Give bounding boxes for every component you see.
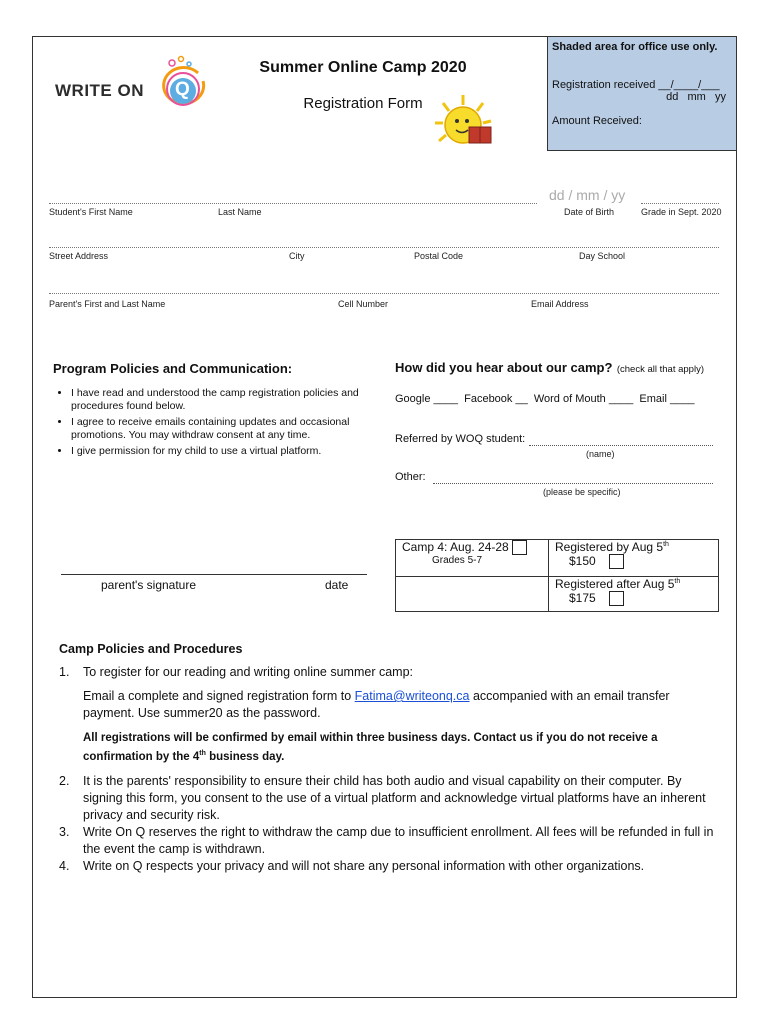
policies-heading: Program Policies and Communication: (53, 361, 293, 376)
label-day-school: Day School (579, 251, 626, 261)
late-price: $175 (569, 591, 596, 605)
label-first-name: Student's First Name (49, 207, 133, 217)
address-line[interactable] (49, 247, 719, 248)
label-last-name: Last Name (218, 207, 262, 217)
early-price: $150 (569, 554, 596, 568)
label-grade: Grade in Sept. 2020 (641, 207, 722, 217)
name-hint: (name) (586, 449, 615, 459)
early-price-cell (549, 540, 719, 577)
late-price-cell (549, 577, 719, 612)
procedure-item-1: To register for our reading and writing online summer camp: (83, 665, 414, 679)
label-dob: Date of Birth (564, 207, 615, 217)
early-checkbox[interactable] (609, 554, 624, 569)
confirm-a: All registrations will be confirmed by email within three business days. Contact us if you do not receive a confirmation by the 4 (83, 732, 658, 763)
camp-cell (396, 540, 549, 577)
hear-note: (check all that apply) (616, 364, 704, 375)
dob-field[interactable]: dd / mm / yy (549, 187, 626, 203)
label-street: Street Address (49, 251, 109, 261)
logo-q: Q (175, 79, 190, 100)
email-post: accompanied with an email transfer payment. Use summer20 as the password. (83, 689, 670, 720)
procedures-section: Camp Policies and Procedures 1. To register for our reading and writing online summer camp: Email a complete and signed registration form to Fatima@writeonq.ca accompanied with an email transfer payment. Use summer20 as the password. All registrations will be confirmed by email within three business days. Contact us if you do not receive a confirmation by the 4th business day. 2. It is the parents' responsibility to ensure their child has both audio and visual capability on their computer. By signing this form, you consent to the use of a virtual platform and acknowledge virtual platforms have an inherent privacy and security risk. 3. Write On Q reserves the right to withdraw the camp due to insufficient enrollment. All fees will be refunded in full in the event the camp is withdrawn. 4. Write on Q respects your privacy and will not share any personal information with other organizations. (59, 641, 719, 875)
early-label: Registered by Aug 5 (555, 540, 664, 554)
label-postal: Postal Code (414, 251, 464, 261)
specific-hint: (please be specific) (543, 487, 621, 497)
form-title: Summer Online Camp 2020 (259, 59, 467, 76)
form-subtitle: Registration Form (303, 95, 423, 112)
procedure-item-2: It is the parents' responsibility to ensure their child has both audio and visual capability on their computer. By signing this form, you consent to the use of a virtual platform and acknowledge virtual platforms have an inherent privacy and security risk. (83, 773, 706, 822)
camp-grades: Grades 5-7 (432, 555, 483, 567)
amount-received: Amount Received: (552, 115, 642, 127)
confirm-sup: th (199, 750, 206, 757)
camp-name: Camp 4: Aug. 24-28 (402, 540, 509, 554)
label-parent-name: Parent's First and Last Name (49, 299, 166, 309)
policy-item: • I agree to receive emails containing updates and occasional promotions. You may withdraw consent at any time. (71, 416, 389, 442)
label-signature: parent's signature (101, 578, 197, 592)
early-sup: th (663, 541, 669, 548)
camp-options-table (395, 539, 719, 612)
label-date: date (325, 578, 349, 592)
other-label: Other: (395, 471, 426, 483)
signature-line[interactable] (61, 574, 367, 575)
hear-heading-row (395, 359, 704, 377)
late-sup: th (674, 578, 681, 585)
policy-item: • I have read and understood the camp registration policies and procedures found below. (71, 387, 389, 413)
registration-form-page (32, 36, 737, 998)
write-on-q-logo (53, 51, 213, 111)
student-name-line[interactable] (49, 203, 537, 204)
procedure-item-3: Write On Q reserves the right to withdraw the camp due to insufficient enrollment. All fees will be refunded in full in the event the camp is withdrawn. (83, 824, 714, 856)
office-heading: Shaded area for office use only. (552, 41, 718, 53)
logo-text: WRITE ON (55, 81, 144, 100)
confirmation-note (59, 730, 719, 765)
other-line[interactable] (433, 483, 713, 484)
sun-reading-icon (431, 93, 507, 162)
label-city: City (289, 251, 305, 261)
date-format-hint: dd mm yy (666, 91, 726, 103)
email-instructions (59, 688, 719, 722)
policies-list (55, 387, 389, 461)
referred-label: Referred by WOQ student: (395, 433, 526, 445)
office-use-box (547, 36, 737, 151)
hear-heading: How did you hear about our camp? (395, 360, 613, 375)
grade-line[interactable] (641, 203, 719, 204)
label-cell: Cell Number (338, 299, 389, 309)
registration-received: Registration received __/____/___ (552, 79, 720, 91)
camp-checkbox[interactable] (512, 540, 527, 555)
email-pre: Email a complete and signed registration form to (83, 689, 355, 703)
policy-item: • I give permission for my child to use a virtual platform. (71, 445, 389, 458)
parent-line[interactable] (49, 293, 719, 294)
label-email: Email Address (531, 299, 589, 309)
late-checkbox[interactable] (609, 591, 624, 606)
procedures-heading: Camp Policies and Procedures (59, 642, 243, 656)
procedure-item-4: Write on Q respects your privacy and will not share any personal information with other organizations. (83, 858, 645, 873)
empty-cell (396, 577, 549, 612)
late-label: Registered after Aug 5 (555, 577, 675, 591)
referred-line[interactable] (529, 445, 713, 446)
confirm-b: business day. (205, 750, 285, 763)
email-link[interactable]: Fatima@writeonq.ca (354, 689, 470, 703)
hear-options[interactable]: Google ____ Facebook __ Word of Mouth ____ Email ____ (395, 393, 695, 405)
